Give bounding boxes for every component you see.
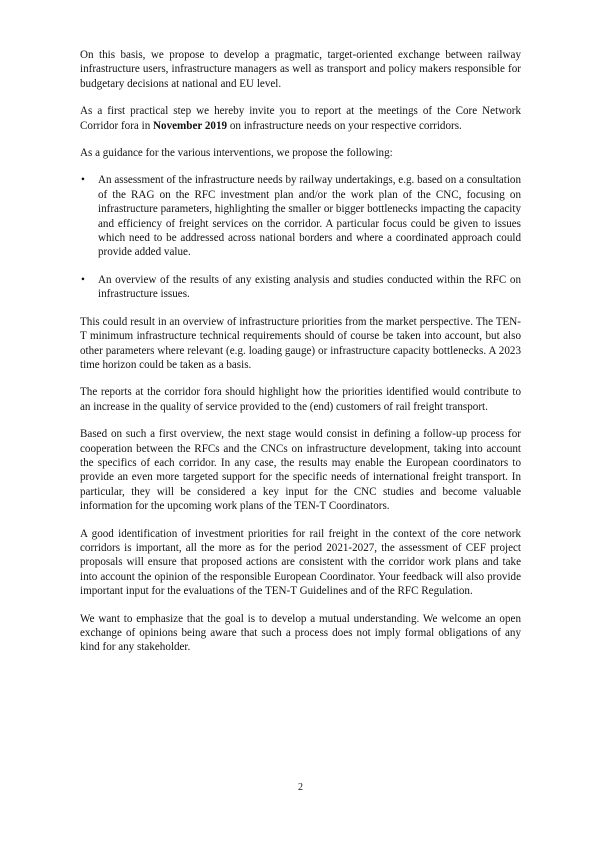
paragraph-next-stage: Based on such a first overview, the next stage would consist in defining a follow-up process for cooperation between the RFCs and the CNCs on infrastructure development, taking into account the specifics of each corridor. In any case, the results may enable the European coordinators to provide an even more targeted support for the specific needs of international freight transport. In particular, they will be considered a key input for the CNC studies and become valuable information for the upcoming work plans of the TEN-T Coordinators. [80,428,521,513]
list-item-overview: • An overview of the results of any existing analysis and studies conducted within the RFC on infrastructure issues. [80,273,521,302]
paragraph-invitation [80,104,521,133]
invitation-date: November 2019 [153,119,228,132]
paragraph-closing: We want to emphasize that the goal is to develop a mutual understanding. We welcome an open exchange of opinions being aware that such a process does not imply formal obligations of any kind for any stakeholder. [80,612,521,654]
paragraph-investment: A good identification of investment priorities for rail freight in the context of the core network corridors is important, all the more as for the period 2021-2027, the assessment of CEF project proposals will ensure that proposed actions are consistent with the corridor work plans and take into account the opinion of the responsible European Coordinator. Your feedback will also provide important input for the evaluations of the TEN-T Guidelines and of the RFC Regulation. [80,527,521,598]
paragraph-guidance: As a guidance for the various interventions, we propose the following: [80,147,393,160]
letter-body [80,48,521,668]
paragraph-priorities: This could result in an overview of infrastructure priorities from the market perspective. The TEN-T minimum infrastructure technical requirements should of course be taken into account, but also other parameters where relevant (e.g. loading gauge) or infrastructure capacity bottlenecks. A 2023 time horizon could be taken as a basis. [80,315,521,371]
page-number: 2 [298,782,303,793]
invitation-text-end: on infrastructure needs on your respective corridors. [227,119,462,132]
paragraph-proposal: On this basis, we propose to develop a pragmatic, target-oriented exchange between railway infrastructure users, infrastructure managers as well as transport and policy makers responsible for budgetary decisions at national and EU level. [80,49,521,90]
paragraph-reports: The reports at the corridor fora should highlight how the priorities identified would contribute to an increase in the quality of service provided to the (end) customers of rail freight transport. [80,386,521,413]
guidance-list [80,173,521,301]
invitation-text-start: As a first practical step we hereby invite you to report at the meetings of the Core Network Corridor fora in [80,105,521,132]
list-item-assessment: • An assessment of the infrastructure needs by railway undertakings, e.g. based on a consultation of the RAG on the RFC investment plan and/or the work plan of the CNC, focusing on infrastructure parameters, highlighting the smaller or bigger bottlenecks impacting the capacity and efficiency of freight services on the corridor. A particular focus could be given to issues which need to be addressed across national borders and where a coordinated approach could provide added value. [80,173,521,259]
